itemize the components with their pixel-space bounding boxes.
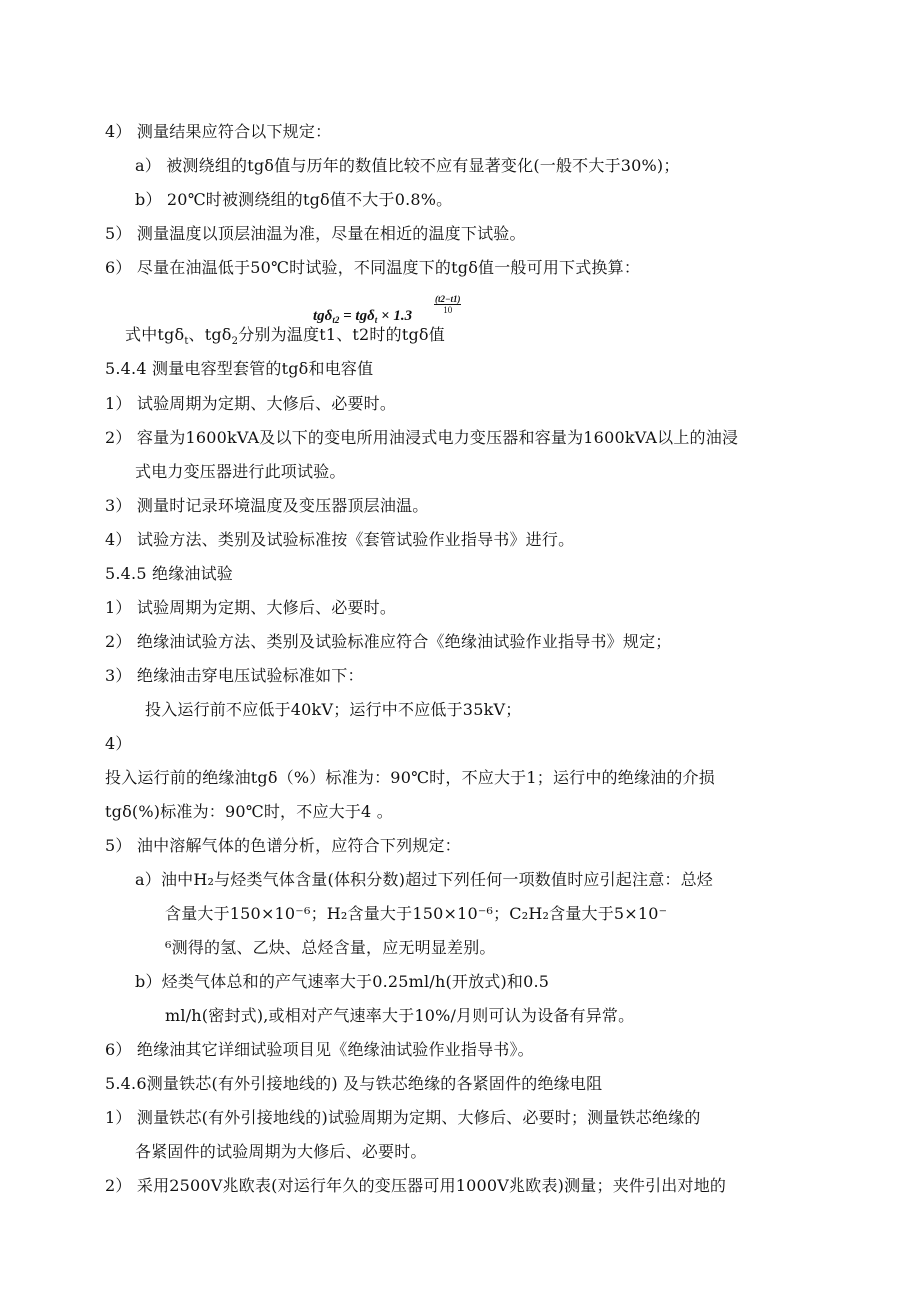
item-a: a） 被测绕组的tgδ值与历年的数值比较不应有显著变化(一般不大于30%)；: [135, 156, 680, 175]
section-5-4-4-item-4: 4） 试验方法、类别及试验标准按《套管试验作业指导书》进行。: [105, 530, 575, 549]
section-5-4-4-item-1: 1） 试验周期为定期、大修后、必要时。: [105, 394, 397, 413]
paragraph-5: 5） 测量温度以顶层油温为准，尽量在相近的温度下试验。: [105, 224, 526, 243]
section-5-4-5-item-6: 6） 绝缘油其它详细试验项目见《绝缘油试验作业指导书》。: [105, 1040, 534, 1059]
gas-item-a-cont-2: ⁶测得的氢、乙炔、总烃含量，应无明显差别。: [165, 938, 496, 957]
item-b: b） 20℃时被测绕组的tgδ值不大于0.8%。: [135, 190, 453, 209]
formula-lhs-sub: t2: [332, 315, 340, 325]
explanation-sub-t: t: [184, 336, 189, 348]
formula-times: × 1.3: [377, 308, 413, 324]
gas-item-a: a）油中H₂与烃类气体含量(体积分数)超过下列任何一项数值时应引起注意：总烃: [135, 870, 713, 889]
section-5-4-5-item-4: 4）: [105, 734, 132, 753]
formula-exponent-denominator: 10: [443, 305, 453, 315]
breakdown-voltage-standard: 投入运行前不应低于40kV；运行中不应低于35kV；: [145, 700, 522, 719]
explanation-part-1: 式中tgδ: [125, 325, 185, 344]
section-5-4-4-item-3: 3） 测量时记录环境温度及变压器顶层油温。: [105, 496, 429, 515]
gas-item-a-cont-1: 含量大于150×10⁻⁶；H₂含量大于150×10⁻⁶；C₂H₂含量大于5×10⁻: [165, 904, 668, 923]
section-5-4-4-title: 5.4.4 测量电容型套管的tgδ和电容值: [105, 359, 374, 378]
section-5-4-6-item-1: 1） 测量铁芯(有外引接地线的)试验周期为定期、大修后、必要时；测量铁芯绝缘的: [105, 1108, 701, 1127]
explanation-part-2: 、tgδ: [188, 325, 232, 344]
section-5-4-5-item-1: 1） 试验周期为定期、大修后、必要时。: [105, 598, 397, 617]
gas-item-b-cont: ml/h(密封式),或相对产气速率大于10%/月则可认为设备有异常。: [165, 1006, 635, 1025]
explanation-sub-2: 2: [231, 336, 239, 348]
tan-delta-standard: 投入运行前的绝缘油tgδ（%）标准为：90℃时，不应大于1；运行中的绝缘油的介损: [105, 768, 715, 787]
formula-lhs: tgδ: [313, 308, 333, 324]
formula-eq: = tgδ: [339, 308, 375, 324]
section-5-4-6-title: 5.4.6测量铁芯(有外引接地线的) 及与铁芯绝缘的各紧固件的绝缘电阻: [105, 1074, 603, 1093]
formula-exponent: [434, 294, 461, 315]
paragraph-4-heading: 4） 测量结果应符合以下规定：: [105, 122, 332, 141]
section-5-4-4-item-2: 2） 容量为1600kVA及以下的变电所用油浸式电力变压器和容量为1600kVA以上的油浸: [105, 428, 739, 447]
section-5-4-4-item-2-cont: 式电力变压器进行此项试验。: [135, 462, 346, 481]
section-5-4-5-title: 5.4.5 绝缘油试验: [105, 564, 233, 583]
formula-explanation: [125, 325, 445, 348]
explanation-part-3: 分别为温度t1、t2时的tgδ值: [238, 325, 445, 344]
gas-item-b: b）烃类气体总和的产气速率大于0.25ml/h(开放式)和0.5: [135, 972, 550, 991]
section-5-4-5-item-5: 5） 油中溶解气体的色谱分析，应符合下列规定：: [105, 836, 461, 855]
section-5-4-6-item-2: 2） 采用2500V兆欧表(对运行年久的变压器可用1000V兆欧表)测量；夹件引出对地的: [105, 1176, 727, 1195]
formula-rhs-sub: t: [374, 315, 378, 325]
section-5-4-6-item-1-cont: 各紧固件的试验周期为大修后、必要时。: [135, 1142, 427, 1161]
formula-exponent-numerator: (t2−t1): [435, 294, 461, 304]
tan-delta-standard-cont: tgδ(%)标准为：90℃时，不应大于4 。: [105, 802, 393, 821]
paragraph-6: 6） 尽量在油温低于50℃时试验，不同温度下的tgδ值一般可用下式换算：: [105, 258, 641, 277]
section-5-4-5-item-2: 2） 绝缘油试验方法、类别及试验标准应符合《绝缘油试验作业指导书》规定；: [105, 632, 672, 651]
section-5-4-5-item-3: 3） 绝缘油击穿电压试验标准如下：: [105, 666, 364, 685]
